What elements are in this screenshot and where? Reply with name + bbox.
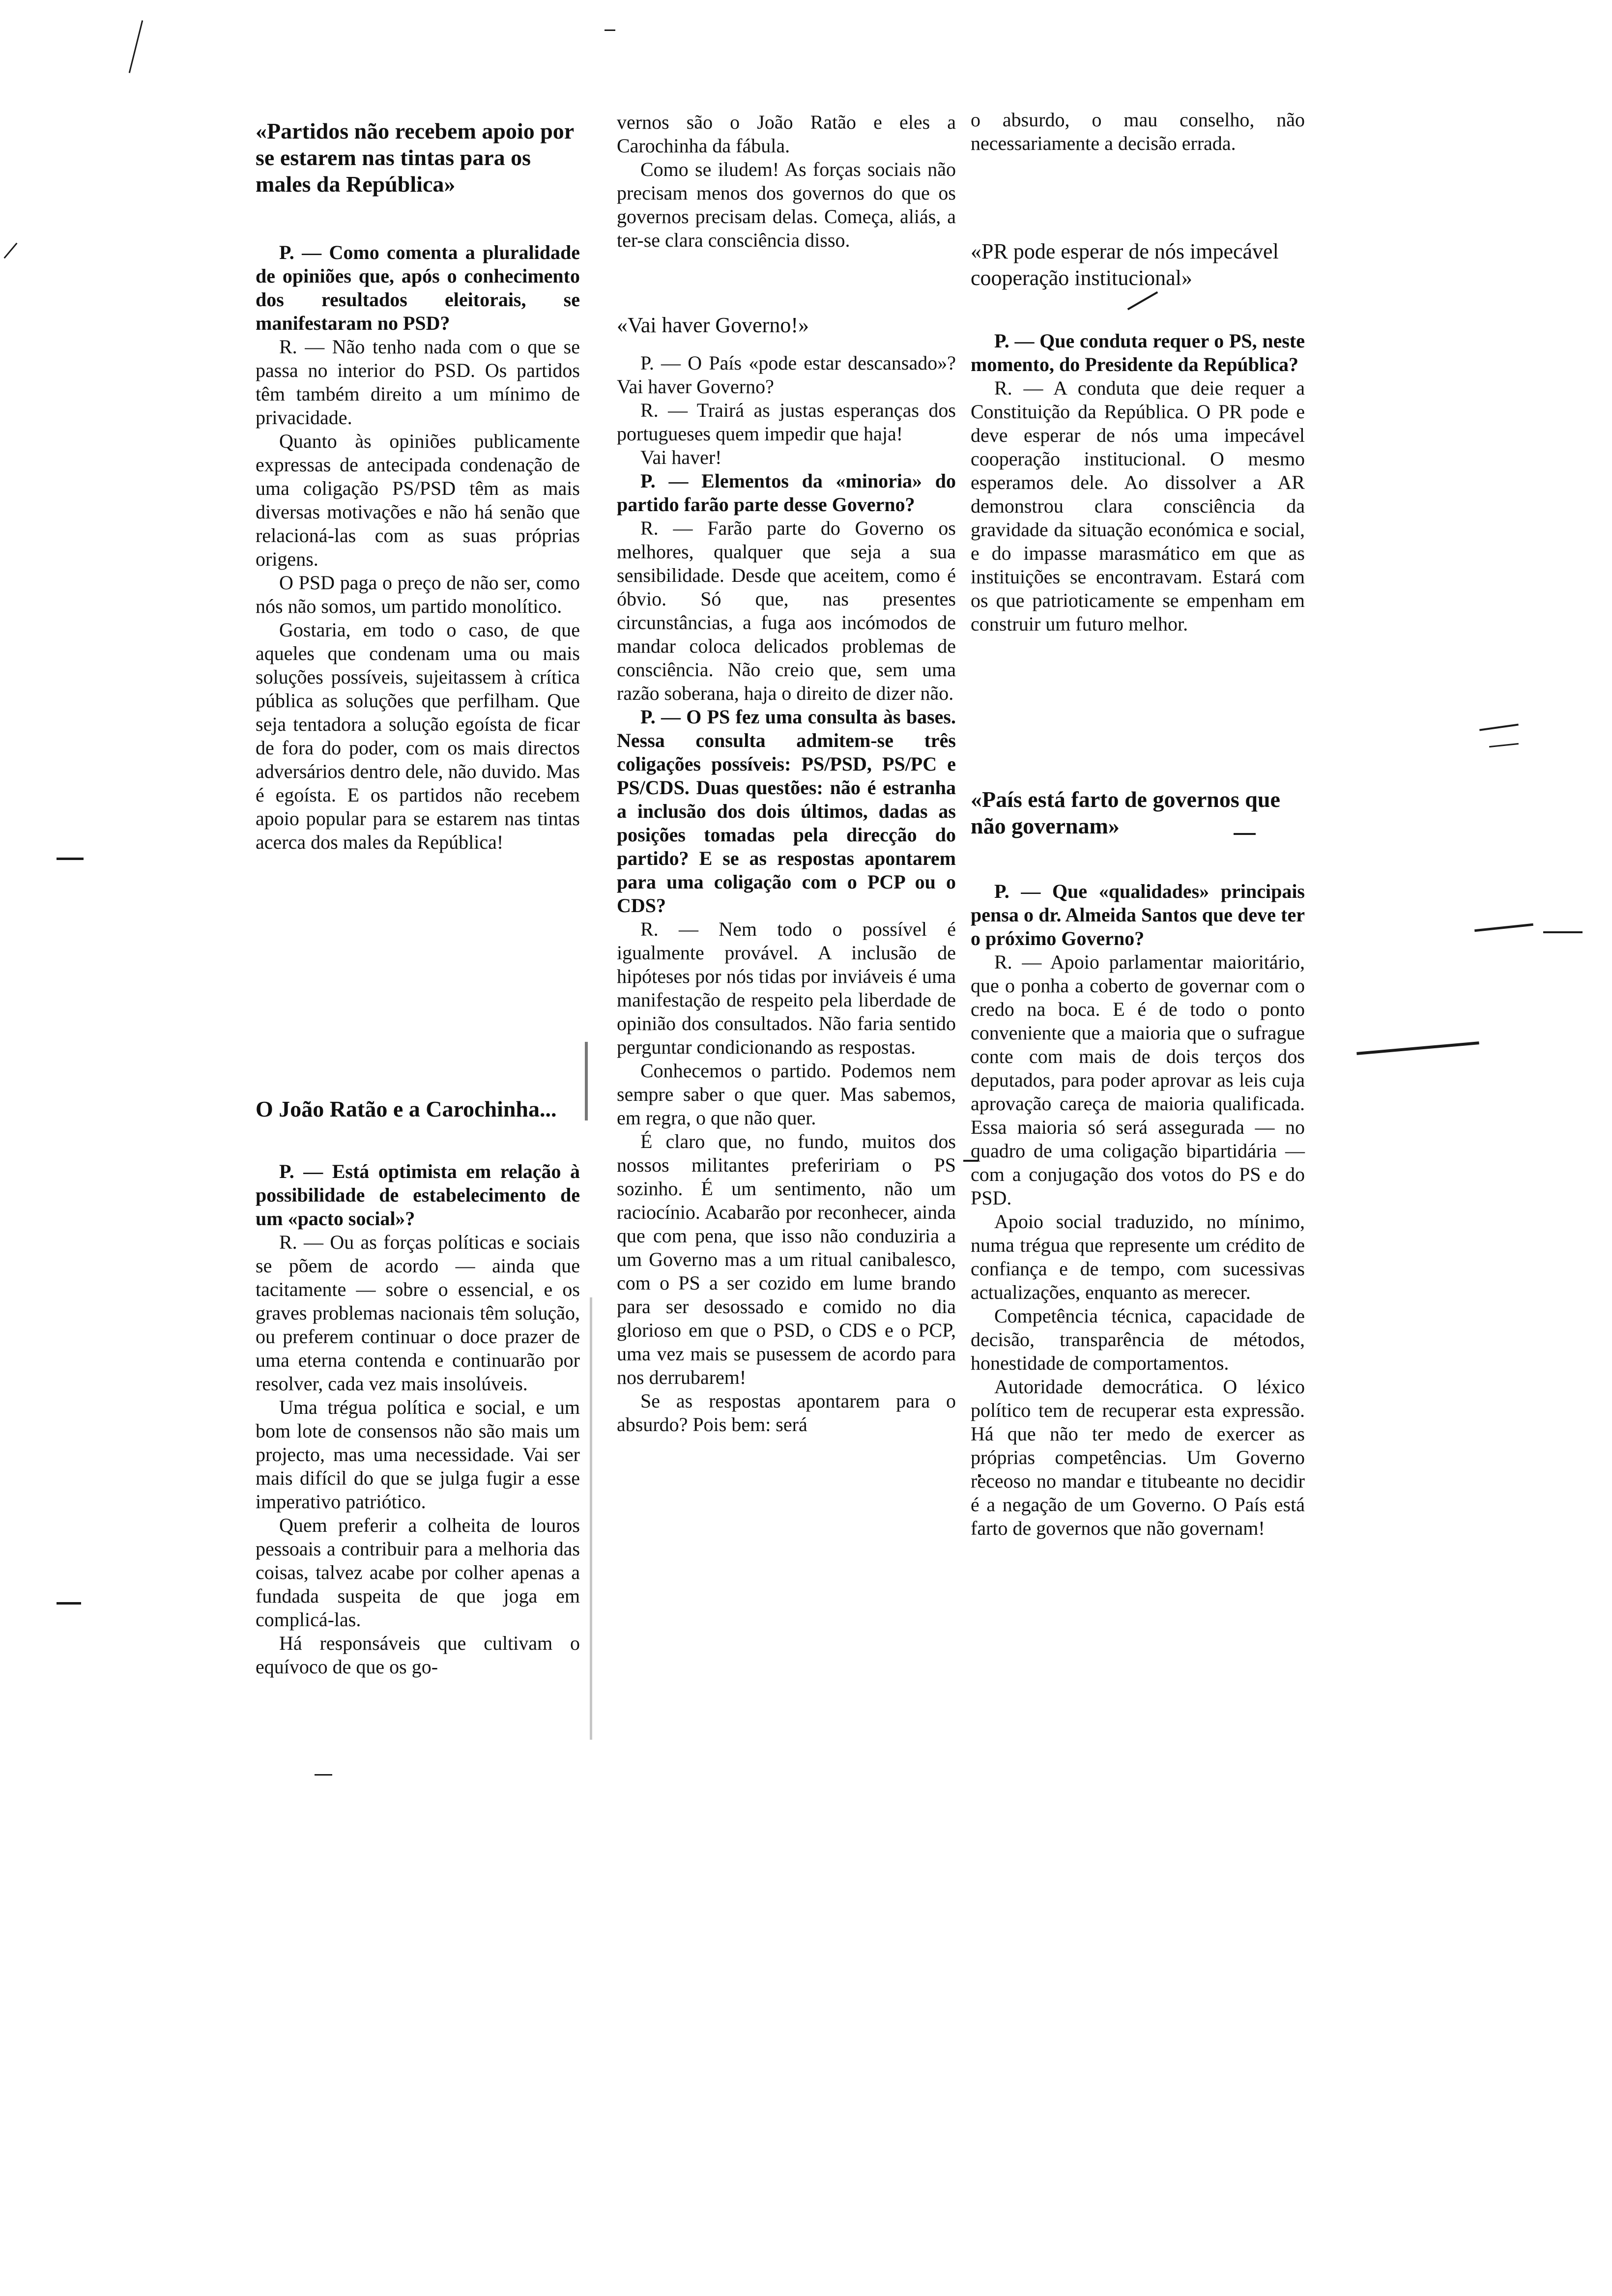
scan-mark — [57, 858, 84, 860]
question: P. — Como comenta a pluralidade de opiniões que, após o conhecimento dos resultados eleitorais, se manifestaram no PSD? — [256, 241, 580, 334]
paragraph: Quem preferir a colheita de louros pessoais a contribuir para a melhoria das coisas, talvez acabe por colher apenas a fundada suspeita de que joga em complicá-las. — [256, 1514, 580, 1631]
question: P. — O PS fez uma consulta às bases. Nessa consulta admitem-se três coligações possíveis: PS/PSD, PS/PC e PS/CDS. Duas questões: não é estranha a inclusão dos dois últimos, dadas as posições tomadas pela direcção do partido? E se as respostas apontarem para uma coligação com o PCP ou o CDS? — [617, 706, 956, 917]
paragraph: Há responsáveis que cultivam o equívoco de que os go- — [256, 1632, 580, 1678]
question: P. — Que «qualidades» principais pensa o dr. Almeida Santos que deve ter o próximo Governo? — [971, 880, 1305, 949]
answer: R. — Nem todo o possível é igualmente provável. A inclusão de hipóteses por nós tidas por inviáveis é uma manifestação de respeito pela liberdade de opinião dos consultados. Não faria sentido perguntar condicionando as respostas. — [617, 918, 956, 1058]
answer: R. — Farão parte do Governo os melhores, qualquer que seja a sua sensibilidade. Desde que aceitem, como é óbvio. Só que, nas presentes circunstâncias, a fuga aos incómodos de mandar coloca delicados problemas de consciência. Não creio que, sem uma razão soberana, haja o direito de dizer não. — [617, 517, 956, 704]
paragraph: vernos são o João Ratão e eles a Carochinha da fábula. — [617, 111, 956, 157]
heading-joao-ratao: O João Ratão e a Carochinha... — [256, 1096, 557, 1121]
column-2 — [617, 0, 956, 2296]
paragraph: Se as respostas apontarem para o absurdo? Pois bem: será — [617, 1390, 956, 1435]
scan-mark — [1356, 1041, 1479, 1055]
scan-mark — [1479, 723, 1519, 731]
scan-mark — [57, 1602, 81, 1605]
heading-vai-haver-governo: «Vai haver Governo!» — [617, 313, 809, 337]
scan-mark — [129, 20, 144, 73]
scan-mark — [590, 1297, 592, 1740]
scan-mark — [604, 29, 615, 31]
heading-pr-pode-esperar: «PR pode esperar de nós impecável cooperação institucional» — [971, 239, 1279, 290]
column-3 — [971, 0, 1305, 2296]
paragraph: Conhecemos o partido. Podemos nem sempre saber o que quer. Mas sabemos, em regra, o que não quer. — [617, 1060, 956, 1129]
question: P. — Elementos da «minoria» do partido farão parte desse Governo? — [617, 470, 956, 516]
scan-mark — [1474, 923, 1533, 932]
scan-mark — [1489, 743, 1519, 747]
scan-mark — [1543, 931, 1583, 933]
paragraph: Vai haver! — [640, 446, 722, 468]
scan-mark — [585, 1042, 588, 1120]
question: P. — O País «pode estar descansado»? Vai haver Governo? — [617, 352, 956, 398]
heading-pais-esta-farto: «País está farto de governos que não governam» — [971, 787, 1280, 838]
paragraph: Quanto às opiniões publicamente expressas de antecipada condenação de uma coligação PS/PSD têm as mais diversas motivações e não há senão que relacioná-las com as suas próprias origens. — [256, 430, 580, 570]
answer: R. — A conduta que deie requer a Constituição da República. O PR pode e deve esperar de nós uma impecável cooperação institucional. O mesmo esperamos dele. Ao dissolver a AR demonstrou clara consciência da gravidade da situação económica e social, e do impasse marasmático em que as instituições se encontravam. Estará com os que patrioticamente se empenham em construir um futuro melhor. — [971, 377, 1305, 635]
answer: R. — Apoio parlamentar maioritário, que o ponha a coberto de governar com o credo na boca. E é de todo o ponto conveniente que a maioria que o sufrague conte com mais de dois terços dos deputados, para poder aprovar as leis cuja aprovação careça de maioria qualificada. Essa maioria só será assegurada — no quadro de uma coligação bipartidária — com a conjugação dos votos do PS e do PSD. — [971, 951, 1305, 1209]
paragraph: Autoridade democrática. O léxico político tem de recuperar esta expressão. Há que não ter medo de exercer as próprias competências. Um Governo receoso no mandar e titubeante no decidir é a negação de um Governo. O País está farto de governos que não governam! — [971, 1376, 1305, 1539]
column-1 — [256, 0, 580, 2296]
paragraph: Uma trégua política e social, e um bom lote de consensos não são mais um projecto, mas uma necessidade. Vai ser mais difícil do que se julga fugir a esse imperativo patriótico. — [256, 1396, 580, 1513]
heading-partidos: «Partidos não recebem apoio por se estarem nas tintas para os males da República» — [256, 118, 574, 197]
paragraph: O PSD paga o preço de não ser, como nós não somos, um partido monolítico. — [256, 572, 580, 617]
scan-mark — [3, 243, 17, 259]
question: P. — Está optimista em relação à possibilidade de estabelecimento de um «pacto social»? — [256, 1160, 580, 1230]
answer: R. — Ou as forças políticas e sociais se põem de acordo — ainda que tacitamente — sobre o essencial, e os graves problemas nacionais têm solução, ou preferem continuar o doce prazer de uma eterna contenda e continuarão por resolver, cada vez mais insolúveis. — [256, 1231, 580, 1395]
paragraph: Apoio social traduzido, no mínimo, numa trégua que represente um crédito de confiança e de tempo, com sucessivas actualizações, enquanto as merecer. — [971, 1210, 1305, 1303]
answer: R. — Não tenho nada com o que se passa no interior do PSD. Os partidos têm também direito a um mínimo de privacidade. — [256, 336, 580, 429]
paragraph: Como se iludem! As forças sociais não precisam menos dos governos do que os governos precisam delas. Começa, aliás, a ter-se clara consciência disso. — [617, 158, 956, 251]
paragraph: Gostaria, em todo o caso, de que aqueles que condenam uma ou mais soluções possíveis, sujeitassem à crítica pública as soluções que perfilham. Que seja tentadora a solução egoísta de ficar de fora do poder, com os mais directos adversários dentro dele, não duvido. Mas é egoísta. E os partidos não recebem apoio popular para se estarem nas tintas acerca dos males da República! — [256, 619, 580, 853]
paragraph: Competência técnica, capacidade de decisão, transparência de métodos, honestidade de comportamentos. — [971, 1305, 1305, 1374]
question: P. — Que conduta requer o PS, neste momento, do Presidente da República? — [971, 330, 1305, 375]
paragraph: É claro que, no fundo, muitos dos nossos militantes prefeririam o PS sozinho. É um sentimento, não um raciocínio. Acabarão por reconhecer, ainda que com pena, que isso não conduziria a um Governo mas a um ritual canibalesco, com o PS a ser cozido em lume brando para ser desossado e comido no dia glorioso em que o PSD, o CDS e o PCP, uma vez mais se pusessem de acordo para nos derrubarem! — [617, 1130, 956, 1388]
paragraph: o absurdo, o mau conselho, não necessariamente a decisão errada. — [971, 109, 1305, 154]
answer: R. — Trairá as justas esperanças dos portugueses quem impedir que haja! — [617, 399, 956, 445]
